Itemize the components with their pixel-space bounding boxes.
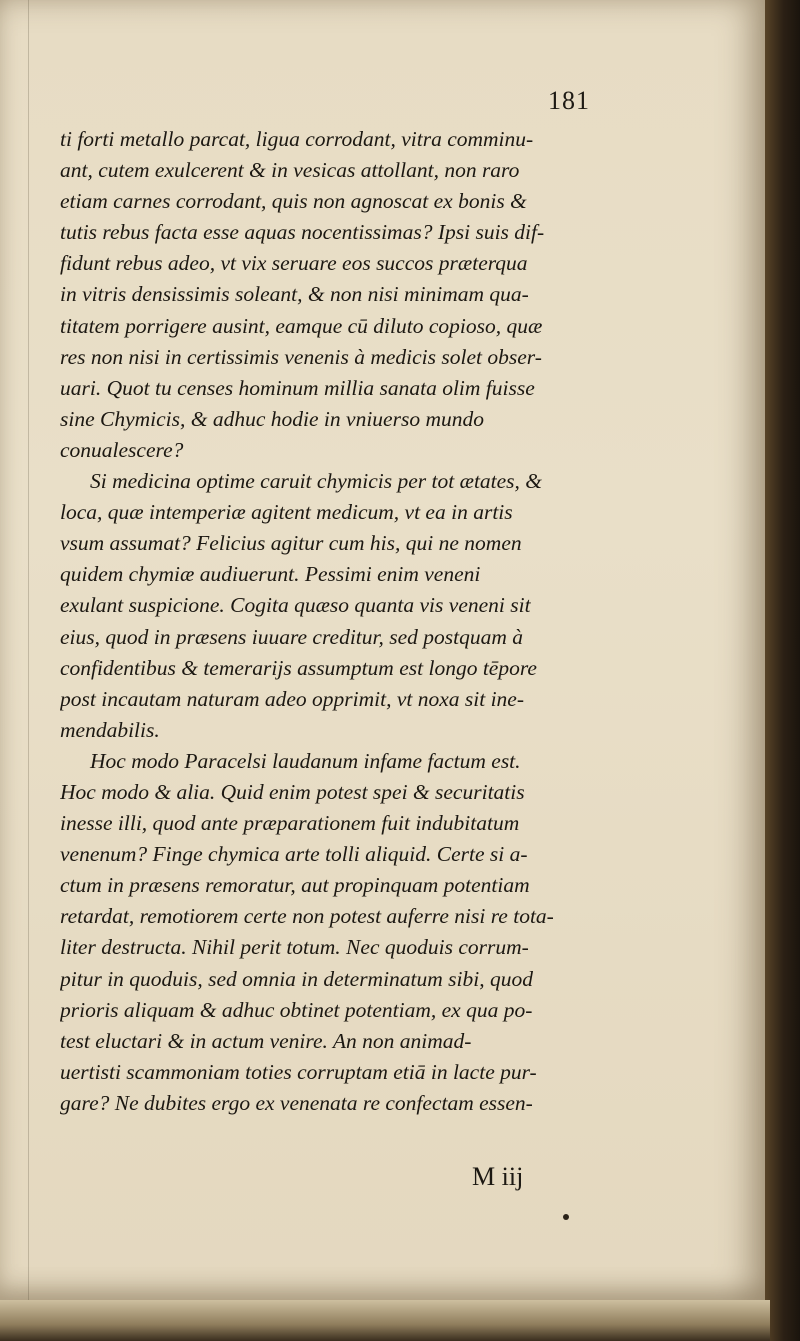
text-line: ant, cutem exulcerent & in vesicas attollant, non raro — [60, 158, 520, 183]
text-line: loca, quæ intemperiæ agitent medicum, vt ea in artis — [60, 500, 513, 525]
text-line: venenum? Finge chymica arte tolli aliquid. Certe si a- — [60, 842, 528, 867]
page-bottom-edge — [0, 1300, 770, 1341]
text-line: etiam carnes corrodant, quis non agnoscat ex bonis & — [60, 189, 527, 214]
body-text — [60, 124, 720, 1119]
text-line: fidunt rebus adeo, vt vix seruare eos succos præterqua — [60, 251, 528, 276]
text-line: ti forti metallo parcat, ligua corrodant, vitra comminu- — [60, 127, 534, 151]
page-number: 181 — [548, 86, 590, 115]
text-line: exulant suspicione. Cogita quæso quanta vis veneni sit — [60, 593, 531, 618]
text-line: tutis rebus facta esse aquas nocentissimas? Ipsi suis dif- — [60, 220, 545, 245]
text-line: uertisti scammoniam toties corruptam etiā in lacte pur- — [60, 1059, 537, 1084]
text-line: Si medicina optime caruit chymicis per tot ætates, & — [90, 469, 543, 494]
text-line: ctum in præsens remoratur, aut propinquam potentiam — [60, 873, 530, 898]
text-line: pitur in quoduis, sed omnia in determinatum sibi, quod — [60, 966, 533, 991]
text-line: eius, quod in præsens iuuare creditur, sed postquam à — [60, 624, 524, 649]
text-line: Hoc modo Paracelsi laudanum infame factum est. — [90, 748, 521, 773]
text-line: test eluctari & in actum venire. An non animad- — [60, 1028, 472, 1053]
text-line: Hoc modo & alia. Quid enim potest spei & securitatis — [60, 779, 525, 804]
text-line: uari. Quot tu censes hominum millia sanata olim fuisse — [60, 375, 535, 400]
text-line: retardat, remotiorem certe non potest auferre nisi re tota- — [60, 904, 554, 929]
text-line: vsum assumat? Felicius agitur cum his, qui ne nomen — [60, 531, 522, 556]
text-line: prioris aliquam & adhuc obtinet potentiam, ex qua po- — [60, 997, 533, 1022]
text-line: titatem porrigere ausint, eamque cū diluto copioso, quæ — [60, 313, 543, 338]
ink-speck — [563, 1214, 569, 1220]
text-line: res non nisi in certissimis venenis à medicis solet obser- — [60, 344, 542, 369]
margin-rule — [28, 0, 29, 1300]
text-line: post incautam naturam adeo opprimit, vt noxa sit ine- — [60, 686, 525, 711]
text-line: inesse illi, quod ante præparationem fuit indubitatum — [60, 811, 520, 836]
text-line: mendabilis. — [60, 717, 160, 742]
text-line: sine Chymicis, & adhuc hodie in vniuerso mundo — [60, 406, 484, 431]
text-line: liter destructa. Nihil perit totum. Nec quoduis corrum- — [60, 935, 529, 960]
text-line: conualescere? — [60, 437, 184, 462]
signature-mark: M iij — [472, 1162, 524, 1191]
text-line: in vitris densissimis soleant, & non nisi minimam qua- — [60, 282, 529, 307]
text-line: confidentibus & temerarijs assumptum est longo tēpore — [60, 655, 537, 680]
text-line: gare? Ne dubites ergo ex venenata re confectam essen- — [60, 1090, 533, 1115]
text-line: quidem chymiæ audiuerunt. Pessimi enim veneni — [60, 562, 481, 587]
